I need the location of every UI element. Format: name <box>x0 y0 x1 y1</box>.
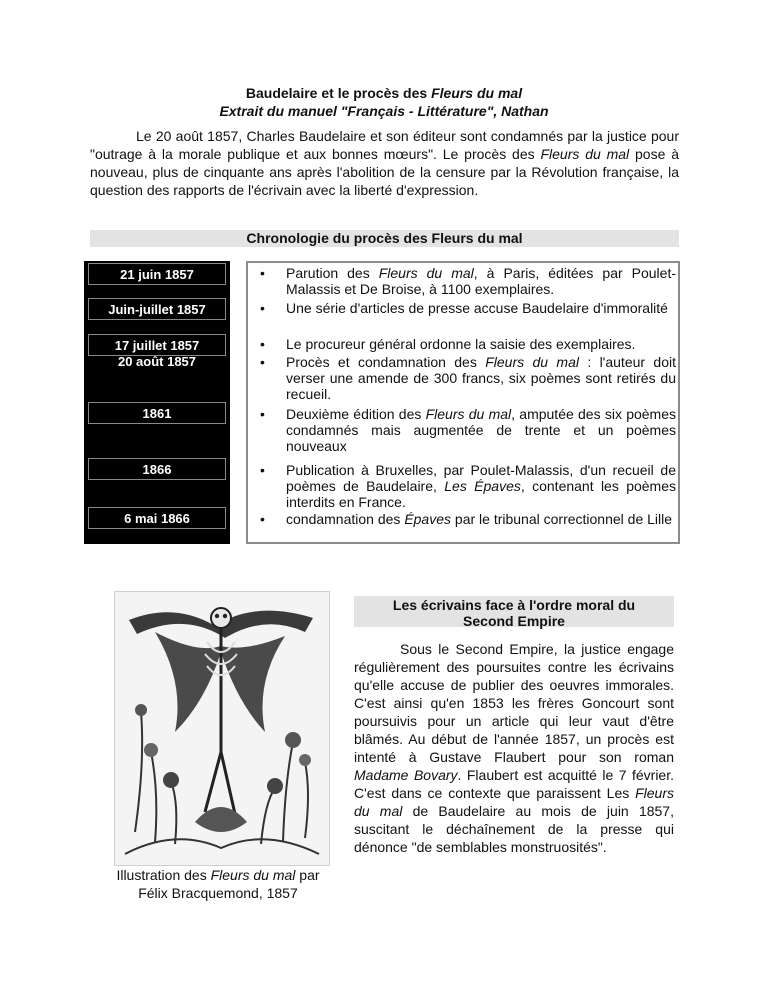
title-line-2: Extrait du manuel "Français - Littérature", Nathan <box>219 103 549 119</box>
date-cell: 1861 <box>88 402 226 424</box>
event-item: • Une série d'articles de presse accuse Baudelaire d'immoralité <box>260 300 668 316</box>
chronology-events-list <box>246 261 680 544</box>
sidebar-paragraph: Sous le Second Empire, la justice engage régulièrement des poursuites contre les écrivains qu'elle accuse de publier des oeuvres immorales. C'est ainsi qu'en 1853 les frères Goncourt sont poursuivis pour un article qui leur vaut d'être blâmés. Au début de l'année 1857, un procès est intenté à Gustave Flaubert pour son roman Madame Bovary. Flaubert est acquitté le 7 février. C'est dans ce contexte que paraissent Les Fleurs du mal de Baudelaire au mois de juin 1857, suscitant le déchaînement de la presse qui dénonce "de semblables monstruosités". <box>354 641 674 855</box>
title-line-1: Baudelaire et le procès des Fleurs du mal <box>245 85 523 101</box>
date-cell: Juin-juillet 1857 <box>88 298 226 320</box>
event-item: • Parution des Fleurs du mal, à Paris, éditées par Poulet-Malassis et De Broise, à 1100 exemplaires. <box>260 265 677 297</box>
bracquemond-illustration <box>114 591 330 866</box>
date-cell: 17 juillet 1857 <box>88 334 226 356</box>
event-item: • Procès et condamnation des Fleurs du mal : l'auteur doit verser une amende de 300 francs, six poèmes sont retirés du recueil. <box>260 354 676 402</box>
event-item: • condamnation des Épaves par le tribunal correctionnel de Lille <box>260 511 673 527</box>
date-cell: 20 août 1857 <box>117 354 197 369</box>
date-cell: 6 mai 1866 <box>88 507 226 529</box>
event-item: • Publication à Bruxelles, par Poulet-Malassis, d'un recueil de poèmes de Baudelaire, Les Épaves, contenant les poèmes interdits en France. <box>260 462 676 510</box>
event-item: • Deuxième édition des Fleurs du mal, amputée des six poèmes condamnés mais augmentée de trente et un poèmes nouveaux <box>260 406 676 454</box>
skeleton-flowers-engraving <box>115 592 329 865</box>
date-cell: 1866 <box>88 458 226 480</box>
sidebar-heading: Les écrivains face à l'ordre moral du Second Empire <box>354 596 674 627</box>
chronology-dates-column <box>84 261 230 544</box>
document-title <box>0 84 768 120</box>
illustration-caption: Illustration des Fleurs du mal par Félix Bracquemond, 1857 <box>116 867 320 901</box>
intro-paragraph: Le 20 août 1857, Charles Baudelaire et son éditeur sont condamnés par la justice pour "outrage à la morale publique et aux bonnes mœurs". Le procès des Fleurs du mal pose à nouveau, plus de cinquante ans après l'abolition de la censure par la Révolution française, la question des rapports de l'écrivain avec la liberté d'expression. <box>90 128 679 198</box>
event-item: • Le procureur général ordonne la saisie des exemplaires. <box>260 336 636 352</box>
date-cell: 21 juin 1857 <box>88 263 226 285</box>
chronology-heading: Chronologie du procès des Fleurs du mal <box>90 230 679 247</box>
